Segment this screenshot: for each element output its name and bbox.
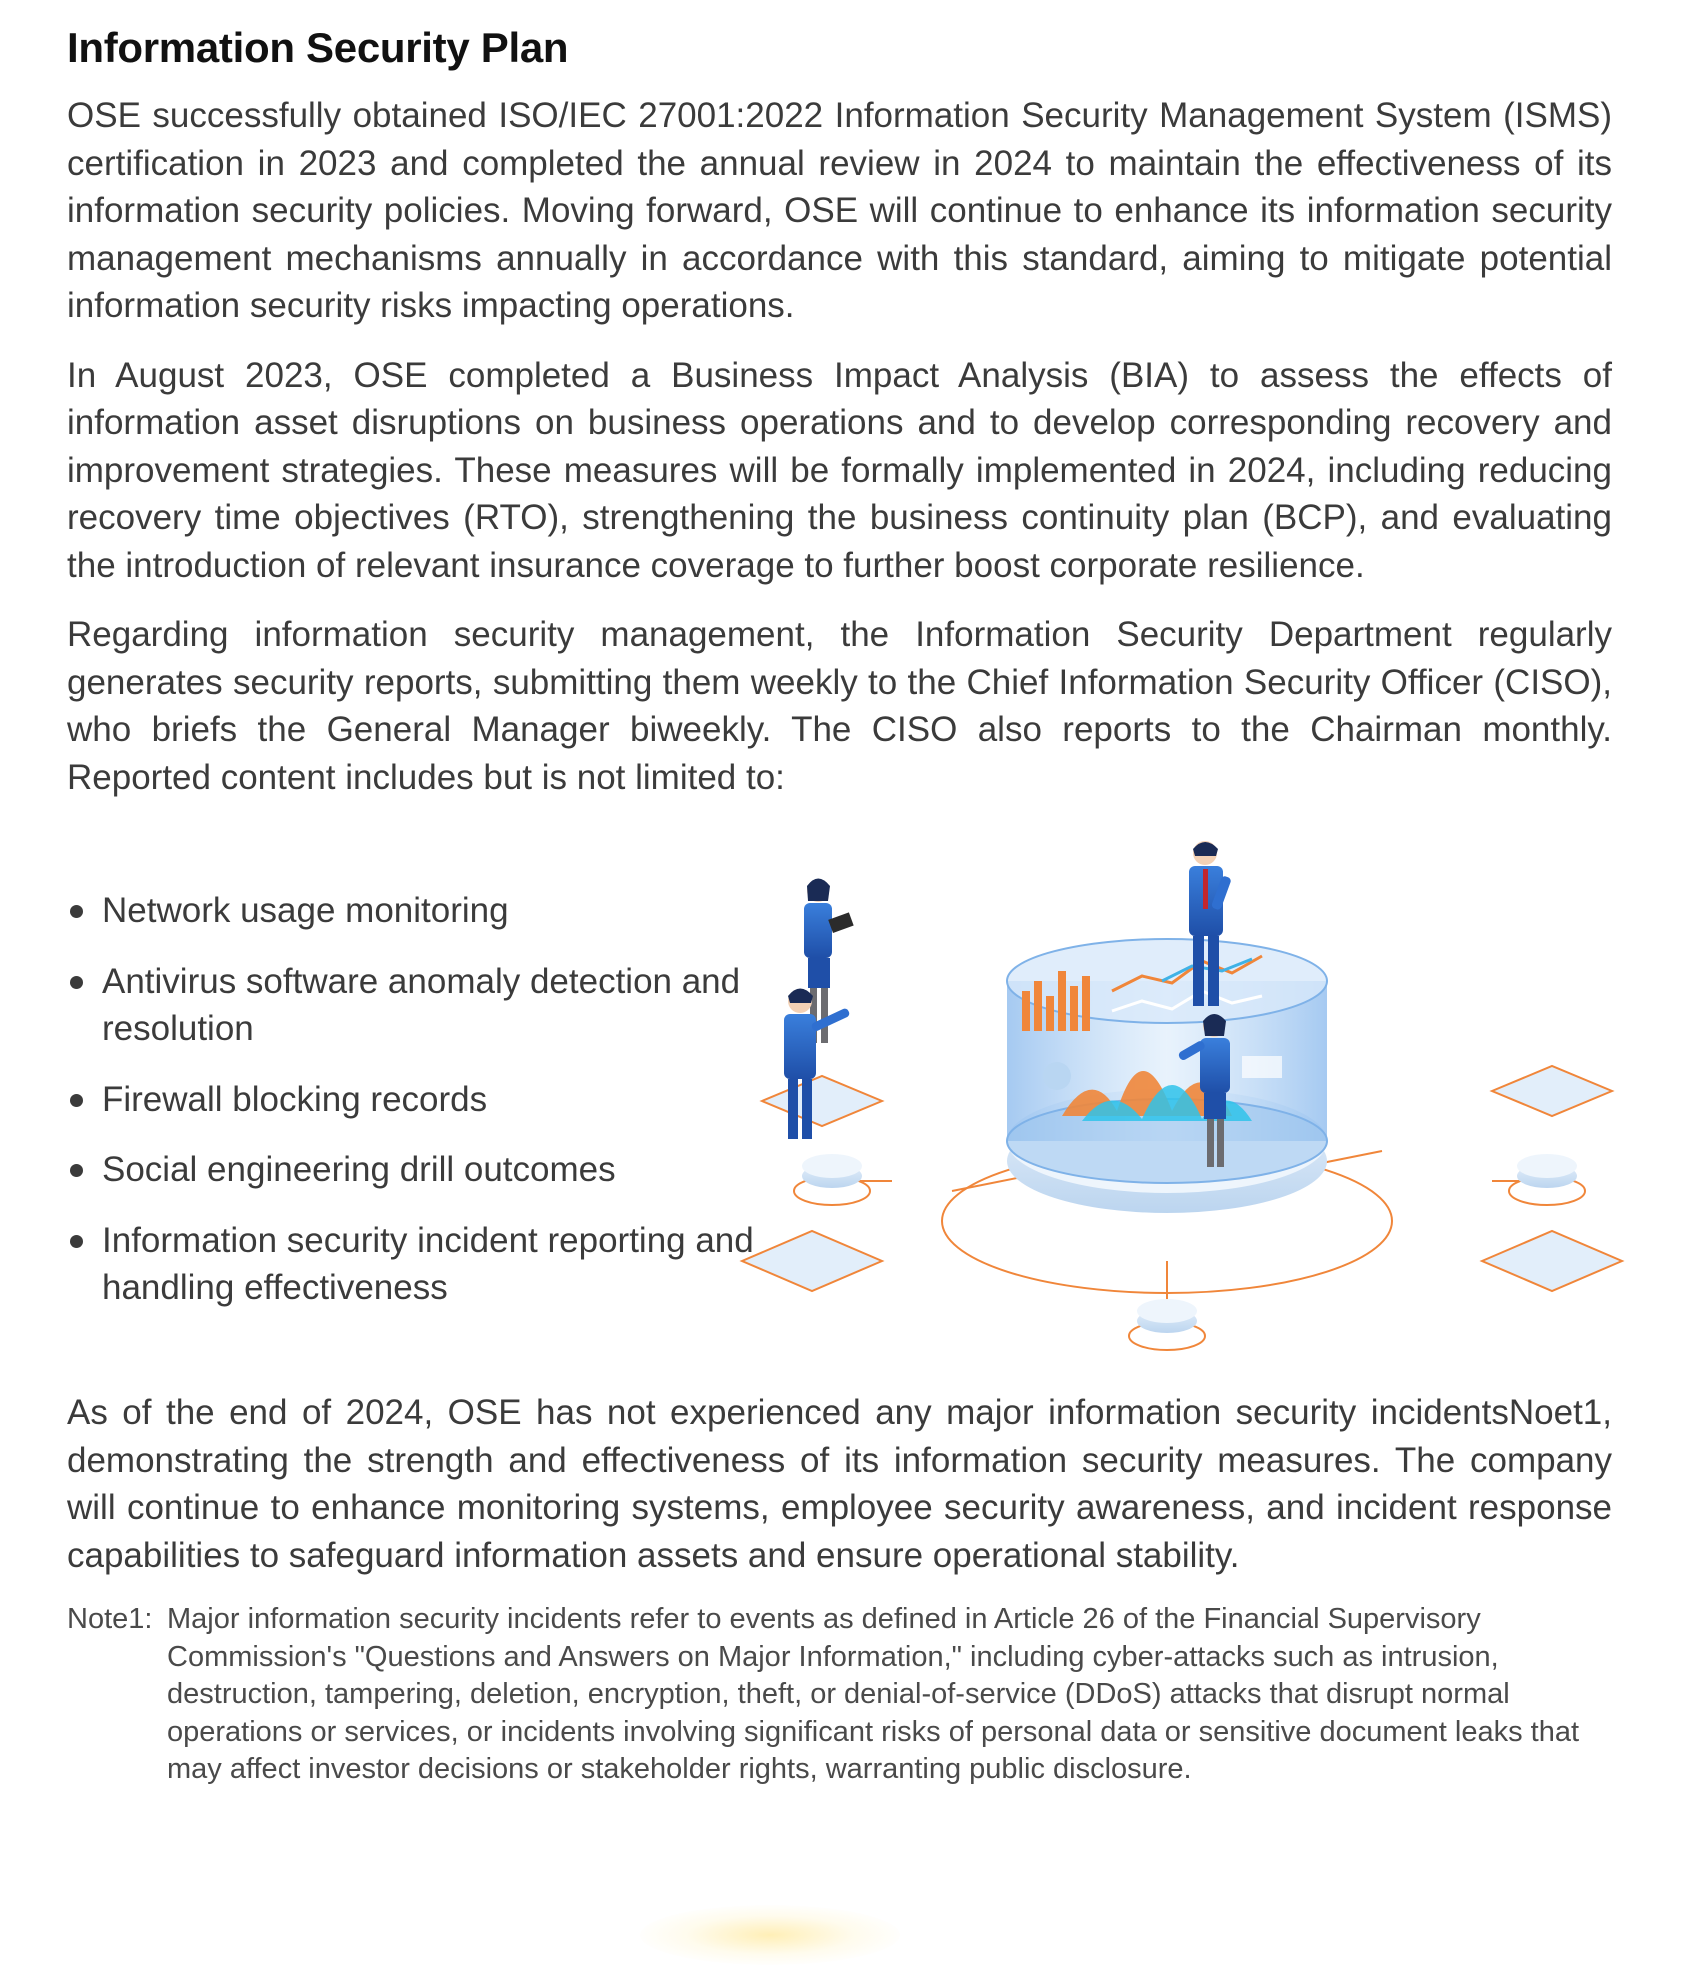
- bullet-icon: [70, 1164, 83, 1177]
- list-item-text: Firewall blocking records: [102, 1079, 488, 1119]
- list-item: [67, 1217, 787, 1312]
- list-item: [67, 1076, 787, 1124]
- bullet-icon: [70, 905, 83, 918]
- list-item: [67, 958, 787, 1053]
- list-item-text: Antivirus software anomaly detection and resolution: [102, 961, 741, 1048]
- data-cylinder: [1007, 939, 1327, 1183]
- bullet-icon: [70, 976, 83, 989]
- footnote: [67, 1601, 1612, 1789]
- security-team-illustration: [722, 831, 1682, 1391]
- page-title: Information Security Plan: [67, 24, 569, 71]
- list-item-text: Network usage monitoring: [102, 891, 509, 930]
- footnote-text: Major information security incidents refer to events as defined in Article 26 of the Financial Supervisory Commission's "Questions and Answers on Major Information," including cyber-attacks such as intrusion, destruction, tampering, deletion, encryption, theft, or denial-of-service (DDoS) attacks that disrupt normal operations or services, or incidents involving significant risks of personal data or sensitive document leaks that may affect investor decisions or stakeholder rights, warranting public disclosure.: [167, 1603, 1580, 1785]
- report-content-list: [67, 887, 787, 1335]
- paragraph-reporting: Regarding information security management, the Information Security Department regularly generates security reports, submitting them weekly to the Chief Information Security Officer (CISO), who briefs the General Manager biweekly. The CISO also reports to the Chairman monthly. Reported content includes but is not limited to:: [67, 615, 1612, 797]
- pie-graphic: [1043, 1062, 1071, 1090]
- document-page: [67, 24, 1612, 1789]
- decorative-glow: [640, 1905, 900, 1965]
- side-disc-bottom: [1129, 1299, 1205, 1350]
- side-disc-left: [794, 1154, 870, 1205]
- list-item-text: Information security incident reporting and handling effectiveness: [102, 1220, 754, 1307]
- bullet-icon: [70, 1094, 83, 1107]
- list-item: [67, 887, 787, 935]
- paragraph-isms: OSE successfully obtained ISO/IEC 27001:2022 Information Security Management System (ISMS) certification in 2023 and completed the annual review in 2024 to maintain the effectiveness of its information security policies. Moving forward, OSE will continue to enhance its information security management mechanisms annually in accordance with this standard, aiming to mitigate potential information security risks impacting operations.: [67, 96, 1612, 325]
- paragraph-incidents: As of the end of 2024, OSE has not experienced any major information security incidentsNoet1, demonstrating the strength and effectiveness of its information security measures. The company will continue to enhance monitoring systems, employee security awareness, and incident response capabilities to safeguard information assets and ensure operational stability.: [67, 1393, 1612, 1575]
- report-content-section: [67, 831, 1612, 1391]
- side-disc-right: [1509, 1154, 1585, 1205]
- list-item-text: Social engineering drill outcomes: [102, 1150, 616, 1189]
- footnote-label: Note1:: [67, 1603, 153, 1635]
- list-item: [67, 1146, 787, 1194]
- paragraph-bia: In August 2023, OSE completed a Business Impact Analysis (BIA) to assess the effects of information asset disruptions on business operations and to develop corresponding recovery and improvement strategies. These measures will be formally implemented in 2024, including reducing recovery time objectives (RTO), strengthening the business continuity plan (BCP), and evaluating the introduction of relevant insurance coverage to further boost corporate resilience.: [67, 355, 1612, 585]
- bullet-icon: [70, 1235, 83, 1248]
